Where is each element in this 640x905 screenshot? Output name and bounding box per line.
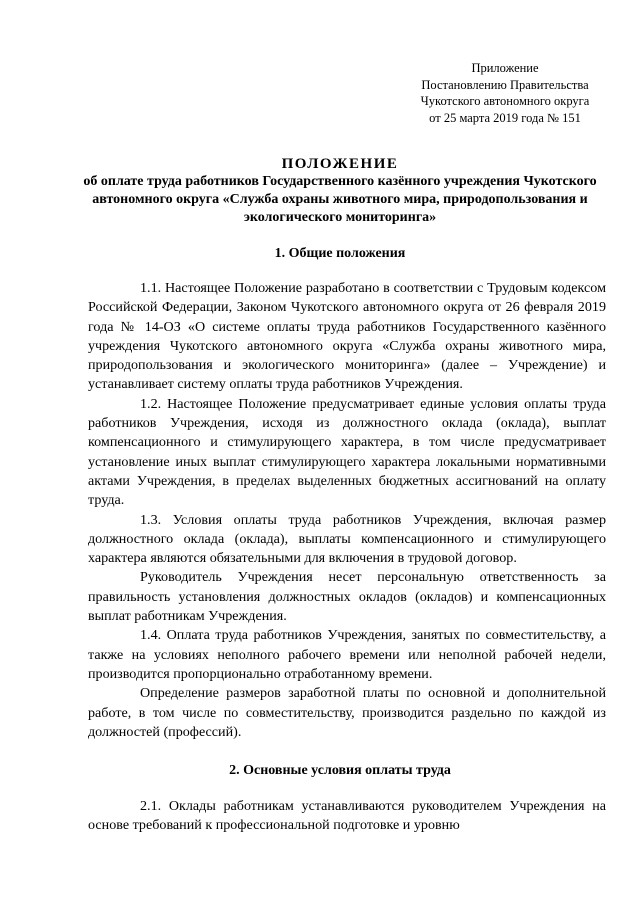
paragraph: 1.2. Настоящее Положение предусматривает единые условия оплаты труда работников Учреждения, исходя из должностного оклада (оклада), выплат компенсационного и стимулирующего характера, в том числе предусматривает установление иных выплат стимулирующего характера локальными нормативными актами Учреждения, в пределах выделенных бюджетных ассигнований на оплату труда. xyxy=(88,395,606,509)
section-2-body xyxy=(88,797,606,836)
document-title xyxy=(70,155,610,227)
paragraph: Руководитель Учреждения несет персональную ответственность за правильность установления должностных окладов (окладов) и компенсационных выплат работникам Учреждения. xyxy=(88,569,606,625)
paragraph: 1.3. Условия оплаты труда работников Учреждения, включая размер должностного оклада (оклада), выплаты компенсационного и стимулирующего характера являются обязательными для включения в трудовой договор. xyxy=(88,511,606,567)
paragraph: 1.4. Оплата труда работников Учреждения, занятых по совместительству, а также на условиях неполного рабочего времени или неполной рабочей недели, производится пропорционально отработанному времени. xyxy=(88,627,606,682)
appendix-line: Приложение xyxy=(471,61,539,75)
section-1-body xyxy=(88,279,606,742)
paragraph: Определение размеров заработной платы по основной и дополнительной работе, в том числе по совместительству, производится раздельно по каждой из должностей (профессий). xyxy=(88,685,606,740)
paragraph: 1.1. Настоящее Положение разработано в соответствии с Трудовым кодексом Российской Федерации, Законом Чукотского автономного округа от 26 февраля 2019 года № 14-ОЗ «О системе оплаты труда работников Государственного казённого учреждения Чукотского автономного округа «Служба охраны животного мира, природопользования и экологического мониторинга» (далее – Учреждение) и устанавливает систему оплаты труда работников Учреждения. xyxy=(88,280,606,393)
appendix-line: от 25 марта 2019 года № 151 xyxy=(429,110,581,125)
section-1-heading: 1. Общие положения xyxy=(274,246,406,261)
appendix-line: Чукотского автономного округа xyxy=(420,94,590,108)
section-2-heading: 2. Основные условия оплаты труда xyxy=(229,763,451,778)
paragraph: 2.1. Оклады работникам устанавливаются руководителем Учреждения на основе требований к профессиональной подготовке и уровню xyxy=(88,798,606,834)
title-main: ПОЛОЖЕНИЕ xyxy=(281,156,399,172)
title-sub: об оплате труда работников Государственного казённого учреждения Чукотского автономного округа «Служба охраны животного мира, природопользования и экологического мониторинга» xyxy=(83,174,597,225)
appendix-note xyxy=(390,60,620,126)
appendix-line: Постановлению Правительства xyxy=(421,77,589,92)
